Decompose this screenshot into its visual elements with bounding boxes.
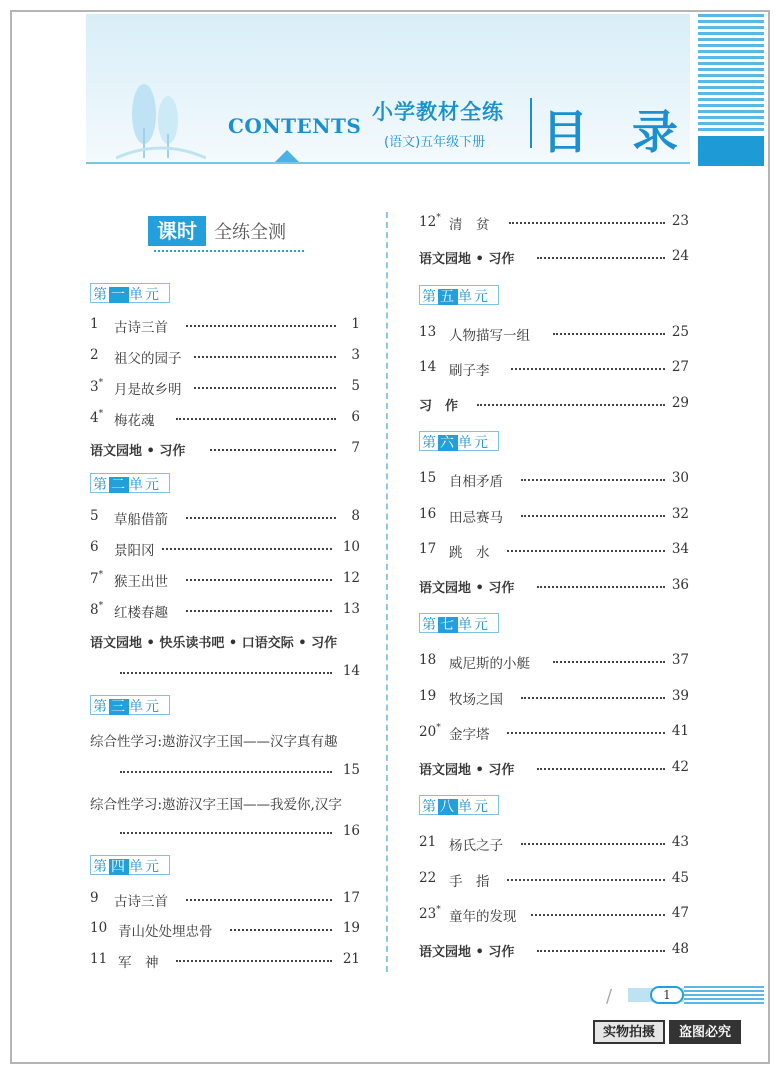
leader-dots	[537, 768, 665, 770]
entry-title: 语文园地 • 习作	[419, 252, 515, 267]
toc-entry-garden-6[interactable]	[419, 941, 689, 961]
entry-number: 19	[419, 688, 437, 704]
entry-page: 24	[671, 248, 689, 264]
entry-title: 童年的发现	[449, 909, 517, 925]
entry-page: 32	[671, 506, 689, 522]
entry-page: 21	[342, 951, 360, 967]
entry-number: 14	[419, 359, 437, 375]
entry-number	[90, 409, 103, 426]
entry-title: 威尼斯的小艇	[449, 656, 530, 672]
entry-title: 田忌赛马	[449, 510, 503, 526]
leader-dots	[120, 672, 332, 674]
entry-title: 综合性学习:遨游汉字王国——我爱你,汉字	[90, 797, 342, 813]
unit-pre: 第	[422, 435, 438, 451]
unit-post: 单元	[129, 859, 161, 875]
toc-entry-comp-2-title[interactable]	[90, 793, 360, 813]
toc-entry-13[interactable]	[419, 324, 689, 344]
entry-page: 36	[671, 577, 689, 593]
entry-title: 月是故乡明	[114, 382, 182, 398]
leader-dots	[507, 732, 665, 734]
toc-entry-2[interactable]	[90, 347, 360, 367]
entry-number: 15	[419, 470, 437, 486]
series-title: 小学教材全练	[372, 100, 504, 124]
entry-page: 30	[671, 470, 689, 486]
page-title: 目 录	[542, 105, 693, 159]
entry-page: 14	[342, 663, 360, 679]
contents-word: CONTENTS	[228, 114, 362, 138]
leader-dots	[176, 960, 332, 962]
leader-dots	[194, 387, 336, 389]
entry-title: 景阳冈	[114, 543, 155, 559]
toc-entry-10[interactable]	[90, 920, 360, 940]
toc-entry-garden-3[interactable]	[419, 248, 689, 268]
leader-dots	[507, 879, 665, 881]
entry-star: *	[436, 905, 441, 915]
unit-pre: 第	[93, 477, 109, 493]
entry-number	[419, 723, 441, 740]
entry-page: 15	[342, 762, 360, 778]
unit-post: 单元	[129, 699, 161, 715]
unit-pre: 第	[93, 287, 109, 303]
entry-title: 手 指	[449, 874, 490, 890]
entry-page: 16	[342, 823, 360, 839]
leader-dots	[509, 222, 665, 224]
grade-subtitle: (语文)五年级下册	[384, 135, 486, 150]
toc-entry-garden-2-page[interactable]	[90, 663, 360, 683]
toc-entry-comp-1-page[interactable]	[90, 762, 360, 782]
entry-star: *	[98, 409, 104, 419]
entry-page: 48	[671, 941, 689, 957]
column-divider	[386, 212, 388, 972]
entry-page: 37	[671, 652, 689, 668]
entry-title: 跳 水	[449, 545, 490, 561]
toc-entry-19[interactable]	[419, 688, 689, 708]
toc-entry-1[interactable]	[90, 316, 360, 336]
toc-entry-18[interactable]	[419, 652, 689, 672]
entry-page: 17	[342, 890, 360, 906]
entry-title: 红楼春趣	[114, 605, 168, 621]
toc-entry-garden-1[interactable]	[90, 440, 360, 460]
entry-number	[90, 601, 103, 618]
leader-dots	[186, 325, 336, 327]
toc-entry-16[interactable]	[419, 506, 689, 526]
header-underline	[86, 162, 690, 164]
entry-title: 猴王出世	[114, 574, 168, 590]
unit-post: 单元	[458, 799, 490, 815]
leader-dots	[186, 517, 336, 519]
entry-number-text: 8	[90, 602, 99, 618]
watermark-stamp-copyright: 盗图必究	[669, 1020, 741, 1044]
leader-dots	[186, 610, 332, 612]
footer-slash-icon: /	[606, 986, 613, 1007]
unit-number: 二	[111, 477, 127, 493]
entry-title: 刷子李	[449, 363, 490, 379]
entry-title: 语文园地 • 习作	[419, 763, 515, 778]
toc-entry-garden-2-title[interactable]	[90, 632, 360, 652]
entry-number	[90, 378, 103, 395]
header-blue-block	[698, 136, 764, 166]
entry-title: 习 作	[419, 399, 459, 414]
entry-title: 人物描写一组	[449, 328, 530, 344]
leader-dots	[521, 479, 665, 481]
toc-entry-23[interactable]	[419, 905, 689, 925]
header-stripes	[698, 14, 764, 134]
entry-title: 军 神	[118, 955, 159, 971]
entry-page: 39	[671, 688, 689, 704]
entry-page: 13	[342, 601, 360, 617]
toc-entry-11[interactable]	[90, 951, 360, 971]
unit-pre: 第	[422, 617, 438, 633]
entry-page: 5	[351, 378, 360, 394]
unit-post: 单元	[458, 289, 490, 305]
leader-dots	[511, 368, 665, 370]
entry-number-text: 3	[90, 379, 99, 395]
leader-dots	[521, 843, 665, 845]
entry-page: 10	[342, 539, 360, 555]
unit-number: 一	[111, 287, 127, 303]
toc-entry-22[interactable]	[419, 870, 689, 890]
unit-post: 单元	[458, 617, 490, 633]
unit-number: 八	[440, 799, 456, 815]
leader-dots	[194, 356, 336, 358]
toc-entry-20[interactable]	[419, 723, 689, 743]
toc-entry-garden-4[interactable]	[419, 577, 689, 597]
entry-star: *	[98, 570, 104, 580]
unit-pre: 第	[422, 289, 438, 305]
entry-number: 17	[419, 541, 437, 557]
toc-entry-garden-5[interactable]	[419, 759, 689, 779]
entry-star: *	[98, 378, 104, 388]
title-divider	[530, 98, 532, 148]
leader-dots	[120, 771, 332, 773]
entry-title: 古诗三首	[114, 320, 168, 336]
entry-number: 11	[90, 951, 108, 967]
entry-page: 7	[351, 440, 360, 456]
entry-page: 19	[342, 920, 360, 936]
entry-number-text: 4	[90, 410, 99, 426]
entry-title: 祖父的园子	[114, 351, 182, 367]
toc-entry-14[interactable]	[419, 359, 689, 379]
toc-entry-6[interactable]	[90, 539, 360, 559]
entry-page: 23	[671, 213, 689, 229]
entry-page: 41	[671, 723, 689, 739]
entry-number: 9	[90, 890, 99, 906]
toc-entry-5[interactable]	[90, 508, 360, 528]
entry-star: *	[98, 601, 104, 611]
leader-dots	[537, 950, 665, 952]
toc-entry-7[interactable]	[90, 570, 360, 590]
leader-dots	[507, 550, 665, 552]
leader-dots	[521, 515, 665, 517]
toc-entry-3[interactable]	[90, 378, 360, 398]
entry-number: 13	[419, 324, 437, 340]
leader-dots	[210, 449, 336, 451]
toc-entry-comp-1-title[interactable]	[90, 730, 360, 750]
entry-title: 语文园地 • 习作	[90, 444, 186, 459]
toc-entry-15[interactable]	[419, 470, 689, 490]
entry-title: 草船借箭	[114, 512, 168, 528]
entry-title: 牧场之国	[449, 692, 503, 708]
toc-entry-21[interactable]	[419, 834, 689, 854]
toc-entry-9[interactable]	[90, 890, 360, 910]
entry-page: 42	[671, 759, 689, 775]
entry-title: 语文园地 • 快乐读书吧 • 口语交际 • 习作	[90, 636, 338, 651]
leader-dots	[186, 579, 332, 581]
page-number: 1	[650, 986, 684, 1004]
entry-page: 27	[671, 359, 689, 375]
entry-title: 自相矛盾	[449, 474, 503, 490]
entry-number: 2	[90, 347, 99, 363]
leader-dots	[162, 548, 332, 550]
entry-number: 1	[90, 316, 99, 332]
leader-dots	[186, 899, 332, 901]
unit-post: 单元	[458, 435, 490, 451]
leader-dots	[230, 929, 332, 931]
entry-title: 清 贫	[449, 217, 490, 233]
entry-number: 21	[419, 834, 437, 850]
entry-star: *	[436, 723, 441, 733]
entry-page: 12	[342, 570, 360, 586]
unit-number: 七	[440, 617, 456, 633]
entry-page: 45	[671, 870, 689, 886]
entry-title: 语文园地 • 习作	[419, 581, 515, 596]
toc-entry-writing[interactable]	[419, 395, 689, 415]
entry-number: 16	[419, 506, 437, 522]
header-triangle-icon	[275, 150, 299, 162]
toc-entry-8[interactable]	[90, 601, 360, 621]
unit-pre: 第	[93, 699, 109, 715]
entry-number: 18	[419, 652, 437, 668]
entry-page: 3	[351, 347, 360, 363]
entry-star: *	[436, 213, 441, 223]
unit-pre: 第	[93, 859, 109, 875]
banner-text: 全练全测	[214, 222, 286, 243]
leader-dots	[120, 832, 332, 834]
banner-dots	[154, 250, 304, 252]
unit-pre: 第	[422, 799, 438, 815]
unit-number: 三	[111, 699, 127, 715]
entry-title: 青山处处埋忠骨	[118, 924, 213, 940]
entry-page: 1	[351, 316, 360, 332]
leader-dots	[521, 697, 665, 699]
entry-number-text: 12	[419, 214, 437, 230]
entry-title: 金字塔	[449, 727, 490, 743]
entry-title: 综合性学习:遨游汉字王国——汉字真有趣	[90, 734, 338, 750]
watermark-stamp-photo: 实物拍摄	[593, 1020, 665, 1044]
leader-dots	[477, 404, 665, 406]
entry-number-text: 7	[90, 571, 99, 587]
banner-box: 课时	[148, 216, 206, 246]
entry-number: 10	[90, 920, 108, 936]
entry-number-text: 20	[419, 724, 437, 740]
entry-title: 杨氏之子	[449, 838, 503, 854]
tree-illustration-icon	[116, 78, 206, 162]
toc-entry-4[interactable]	[90, 409, 360, 429]
leader-dots	[531, 914, 665, 916]
unit-number: 六	[440, 435, 456, 451]
entry-number-text: 23	[419, 906, 437, 922]
leader-dots	[176, 418, 336, 420]
unit-number: 四	[111, 859, 127, 875]
entry-page: 25	[671, 324, 689, 340]
entry-title: 梅花魂	[114, 413, 155, 429]
unit-number: 五	[440, 289, 456, 305]
unit-post: 单元	[129, 477, 161, 493]
entry-title: 语文园地 • 习作	[419, 945, 515, 960]
footer-stripes	[684, 986, 764, 1004]
toc-entry-17[interactable]	[419, 541, 689, 561]
toc-entry-12[interactable]	[419, 213, 689, 233]
entry-page: 43	[671, 834, 689, 850]
entry-page: 34	[671, 541, 689, 557]
entry-number: 22	[419, 870, 437, 886]
unit-post: 单元	[129, 287, 161, 303]
entry-number: 6	[90, 539, 99, 555]
entry-number	[419, 905, 441, 922]
entry-number	[419, 213, 441, 230]
entry-number: 5	[90, 508, 99, 524]
entry-title: 古诗三首	[114, 894, 168, 910]
leader-dots	[537, 257, 665, 259]
entry-page: 29	[671, 395, 689, 411]
toc-entry-comp-2-page[interactable]	[90, 823, 360, 843]
entry-page: 8	[351, 508, 360, 524]
entry-page: 47	[671, 905, 689, 921]
entry-number	[90, 570, 103, 587]
leader-dots	[537, 586, 665, 588]
leader-dots	[553, 661, 665, 663]
leader-dots	[553, 333, 665, 335]
entry-page: 6	[351, 409, 360, 425]
